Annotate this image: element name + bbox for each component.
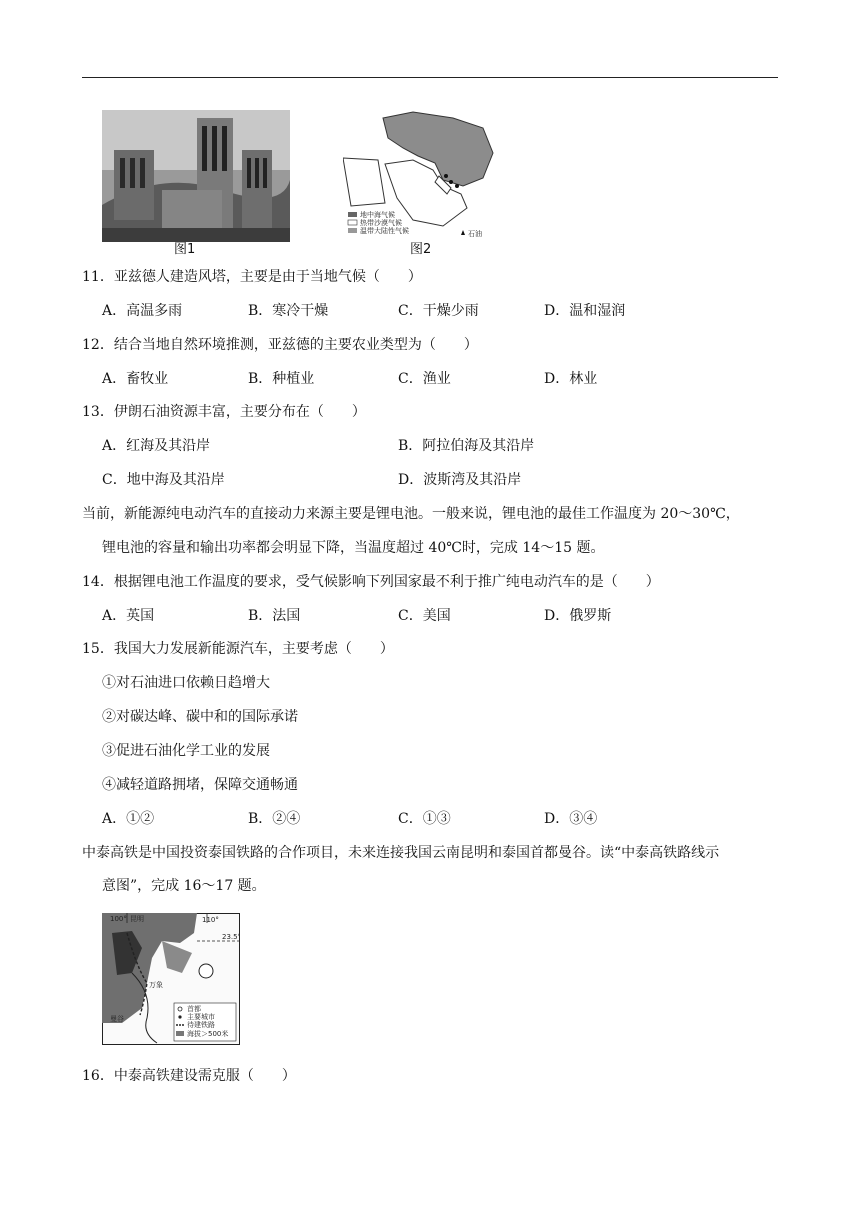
map-lat-23: 23.5° [222, 933, 240, 941]
map-legend-2: 热带沙漠气候 [360, 219, 402, 227]
q13-option-d: D．波斯湾及其沿岸 [398, 472, 522, 488]
q11-option-d: D．温和湿润 [544, 303, 626, 319]
map-legend-altitude: 海拔＞500米 [187, 1030, 229, 1038]
figure-2-caption: 图2 [410, 242, 432, 257]
q15-item-2: ②对碳达峰、碳中和的国际承诺 [102, 709, 298, 725]
figure-3-railway-map [102, 913, 240, 1045]
figure-1-caption: 图1 [174, 242, 196, 257]
q12-option-c: C．渔业 [398, 371, 451, 387]
map-legend-railway: 待建铁路 [187, 1021, 215, 1029]
q12-option-a: A．畜牧业 [102, 371, 169, 387]
passage-1-line-1: 当前，新能源纯电动汽车的直接动力来源主要是锂电池。一般来说，锂电池的最佳工作温度为 20～30℃， [82, 506, 740, 522]
passage-2-line-2: 意图”，完成 16～17 题。 [102, 878, 266, 894]
q15-option-c: C．①③ [398, 811, 451, 827]
q15-item-3: ③促进石油化学工业的发展 [102, 743, 270, 759]
question-16-stem: 16．中泰高铁建设需克服（ ） [82, 1068, 296, 1084]
q14-option-c: C．美国 [398, 608, 451, 624]
map-legend-capital: 首都 [187, 1005, 201, 1013]
q14-option-d: D．俄罗斯 [544, 608, 612, 624]
map-oil-label: 石油 [468, 230, 482, 238]
question-12-stem: 12．结合当地自然环境推测，亚兹德的主要农业类型为（ ） [82, 337, 478, 353]
map-lon-100: 100° [110, 915, 127, 923]
map-city-bangkok: 曼谷 [110, 1015, 124, 1023]
q15-option-b: B．②④ [248, 811, 301, 827]
passage-2-line-1: 中泰高铁是中国投资泰国铁路的合作项目，未来连接我国云南昆明和泰国首都曼谷。读“中泰高铁路线示 [82, 845, 720, 861]
q14-option-b: B．法国 [248, 608, 301, 624]
q15-item-1: ①对石油进口依赖日趋增大 [102, 675, 270, 691]
question-15-stem: 15．我国大力发展新能源汽车，主要考虑（ ） [82, 641, 394, 657]
q15-option-a: A．①② [102, 811, 155, 827]
railway-map-graphic [102, 913, 240, 1045]
q15-item-4: ④减轻道路拥堵，保障交通畅通 [102, 777, 298, 793]
question-14-stem: 14．根据锂电池工作温度的要求，受气候影响下列国家最不利于推广纯电动汽车的是（ ） [82, 574, 660, 590]
header-rule [82, 77, 778, 78]
passage-1-line-2: 锂电池的容量和输出功率都会明显下降，当温度超过 40℃时，完成 14～15 题。 [102, 540, 605, 556]
q12-option-b: B．种植业 [248, 371, 315, 387]
question-13-stem: 13．伊朗石油资源丰富，主要分布在（ ） [82, 404, 366, 420]
q11-option-a: A．高温多雨 [102, 303, 183, 319]
q13-option-a: A．红海及其沿岸 [102, 438, 211, 454]
map-legend-1: 地中海气候 [360, 211, 395, 219]
q11-option-c: C．干燥少雨 [398, 303, 479, 319]
q15-option-d: D．③④ [544, 811, 598, 827]
q12-option-d: D．林业 [544, 371, 598, 387]
q13-option-c: C．地中海及其沿岸 [102, 472, 225, 488]
map-lon-110: 110° [202, 916, 219, 924]
climate-map-graphic [343, 108, 503, 246]
map-legend-city: 主要城市 [187, 1013, 215, 1021]
map-city-vientiane: 万象 [149, 981, 163, 989]
q11-option-b: B．寒冷干燥 [248, 303, 329, 319]
map-city-kunming: 昆明 [130, 915, 144, 923]
map-legend-3: 温带大陆性气候 [360, 227, 409, 235]
q13-option-b: B．阿拉伯海及其沿岸 [398, 438, 535, 454]
figure-2-climate-map [343, 108, 503, 246]
windtower-photo-graphic [102, 110, 290, 242]
q14-option-a: A．英国 [102, 608, 155, 624]
question-11-stem: 11．亚兹德人建造风塔，主要是由于当地气候（ ） [82, 269, 422, 285]
figure-1-windtower-photo [102, 110, 290, 242]
